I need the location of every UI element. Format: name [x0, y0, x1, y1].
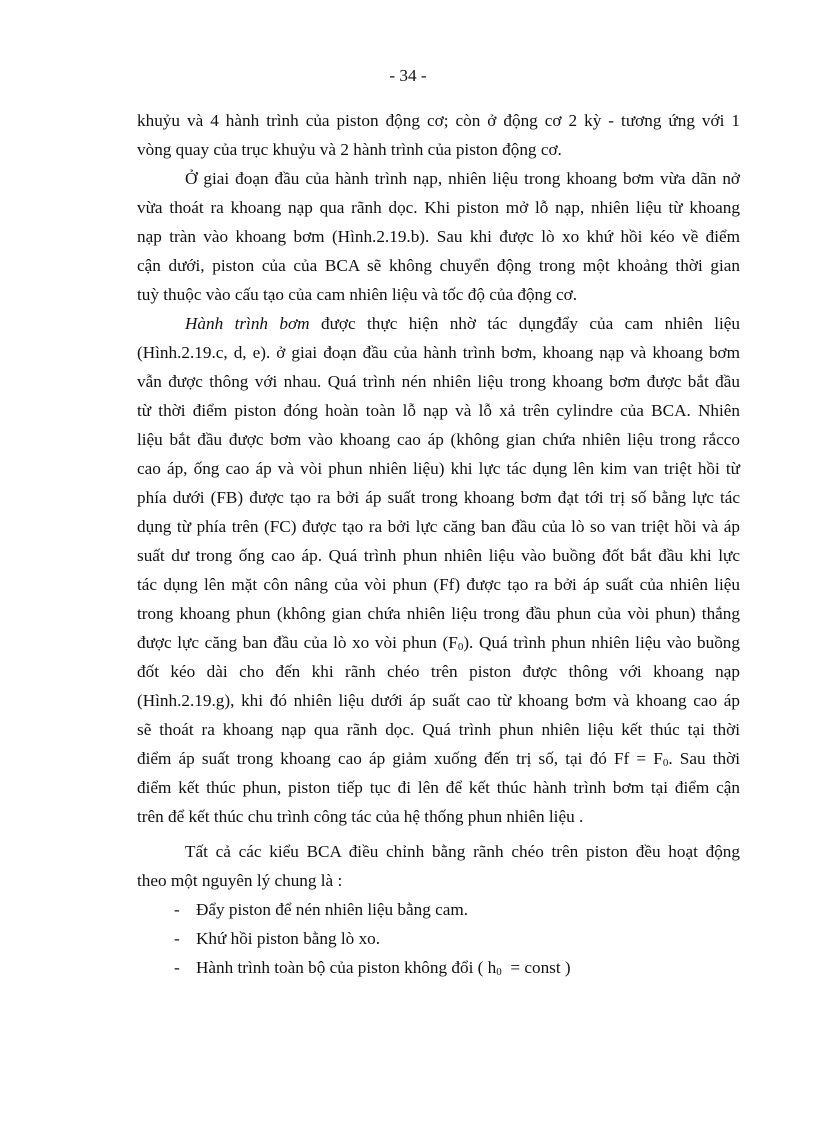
text-line: tuỳ thuộc vào cấu tạo của cam nhiên liệu và tốc độ của động cơ. [137, 285, 578, 304]
text-line: khuỷu và 4 hành trình của piston động cơ; còn ở động cơ 2 kỳ - tương ứng với 1 [137, 111, 740, 130]
text-span: điểm áp suất trong khoang cao áp giảm xuống đến trị số, tại đó Ff = F [137, 749, 663, 768]
text-line: điểm kết thúc phun, piston tiếp tục đi lên để kết thúc hành trình bơm tại điểm cận [137, 778, 740, 797]
text-line: vòng quay của trục khuỷu và 2 hành trình của piston động cơ. [137, 140, 562, 159]
list-item [137, 924, 740, 953]
text-line: cận dưới, piston của của BCA sẽ không chuyển động trong một khoảng thời gian [137, 256, 740, 275]
text-line: trong khoang phun (không gian chứa nhiên liệu trong đầu phun của vòi phun) thắng [137, 604, 740, 623]
text-span: Hành trình toàn bộ của piston không đổi ( h [196, 958, 497, 977]
list-item-text [196, 953, 740, 982]
text-span: ). Quá trình phun nhiên liệu vào buồng [463, 633, 740, 652]
text-line: tác dụng lên mặt côn nâng của vòi phun (Ff) được tạo ra bởi áp suất của nhiên liệu [137, 575, 740, 594]
bullet-list [137, 895, 740, 982]
text-line: nạp tràn vào khoang bơm (Hình.2.19.b). Sau khi được lò xo khứ hồi kéo về điểm [137, 227, 740, 246]
text-line: suất dư trong ống cao áp. Quá trình phun nhiên liệu vào buồng đốt bắt đầu khi lực [137, 546, 740, 565]
text-line: Ở giai đoạn đầu của hành trình nạp, nhiên liệu trong khoang bơm vừa dãn nở [185, 169, 740, 188]
bullet-dash: - [174, 958, 180, 977]
italic-term: Hành trình bơm [185, 314, 310, 333]
text-span: được lực căng ban đầu của lò xo vòi phun (F [137, 633, 458, 652]
text-line: vừa thoát ra khoang nạp qua rãnh dọc. Khi piston mở lỗ nạp, nhiên liệu từ khoang [137, 198, 740, 217]
text-line: từ thời điểm piston đóng hoàn toàn lỗ nạp và lỗ xả trên cylindre của BCA. Nhiên [137, 401, 740, 420]
list-item-text: Khứ hồi piston bằng lò xo. [196, 929, 381, 948]
bullet-dash: - [174, 900, 180, 919]
text-line: (Hình.2.19.g), khi đó nhiên liệu dưới áp suất cao từ khoang bơm và khoang cao áp [137, 691, 740, 710]
text-line: cao áp, ống cao áp và vòi phun nhiên liệu) khi lực tác dụng lên kim van triệt hồi từ [137, 459, 740, 478]
text-line: Tất cả các kiểu BCA điều chỉnh bằng rãnh chéo trên piston đều hoạt động [185, 842, 740, 861]
text-line: dụng từ phía trên (FC) được tạo ra bởi lực căng ban đầu của lò so van triệt hồi và áp [137, 517, 740, 536]
paragraph-1 [137, 106, 740, 164]
text-span: được thực hiện nhờ tác dụngđẩy của cam nhiên liệu [309, 314, 740, 333]
text-line: liệu bắt đầu được bơm vào khoang cao áp (không gian chứa nhiên liệu trong rắcco [137, 430, 740, 449]
text-line: phía dưới (FB) được tạo ra bởi áp suất trong khoang bơm đạt tới trị số bằng lực tác [137, 488, 740, 507]
text-line [137, 628, 740, 657]
text-span: . Sau thời [668, 749, 740, 768]
text-line: vẫn được thông với nhau. Quá trình nén nhiên liệu trong khoang bơm được bắt đầu [137, 372, 740, 391]
page-number: - 34 - [389, 66, 427, 85]
text-line: theo một nguyên lý chung là : [137, 871, 343, 890]
list-item-text: Đẩy piston để nén nhiên liệu bằng cam. [196, 900, 469, 919]
list-item [137, 953, 740, 982]
text-line: sẽ thoát ra khoang nạp qua rãnh dọc. Quá trình phun nhiên liệu kết thúc tại thời [137, 720, 740, 739]
subscript: 0 [662, 757, 669, 769]
text-span: = const ) [501, 958, 571, 977]
bullet-dash: - [174, 929, 180, 948]
subscript: 0 [496, 966, 502, 978]
text-line [137, 744, 740, 773]
body-text [137, 106, 740, 982]
list-item [137, 895, 740, 924]
text-line [137, 309, 740, 338]
text-line: (Hình.2.19.c, d, e). ở giai đoạn đầu của hành trình bơm, khoang nạp và khoang bơm [137, 343, 740, 362]
paragraph-3 [137, 309, 740, 831]
text-line: đốt kéo dài cho đến khi rãnh chéo trên piston được thông với khoang nạp [137, 662, 740, 681]
text-line: trên để kết thúc chu trình công tác của hệ thống phun nhiên liệu . [137, 807, 584, 826]
subscript: 0 [457, 641, 464, 653]
paragraph-2 [137, 164, 740, 309]
paragraph-4 [137, 837, 740, 895]
